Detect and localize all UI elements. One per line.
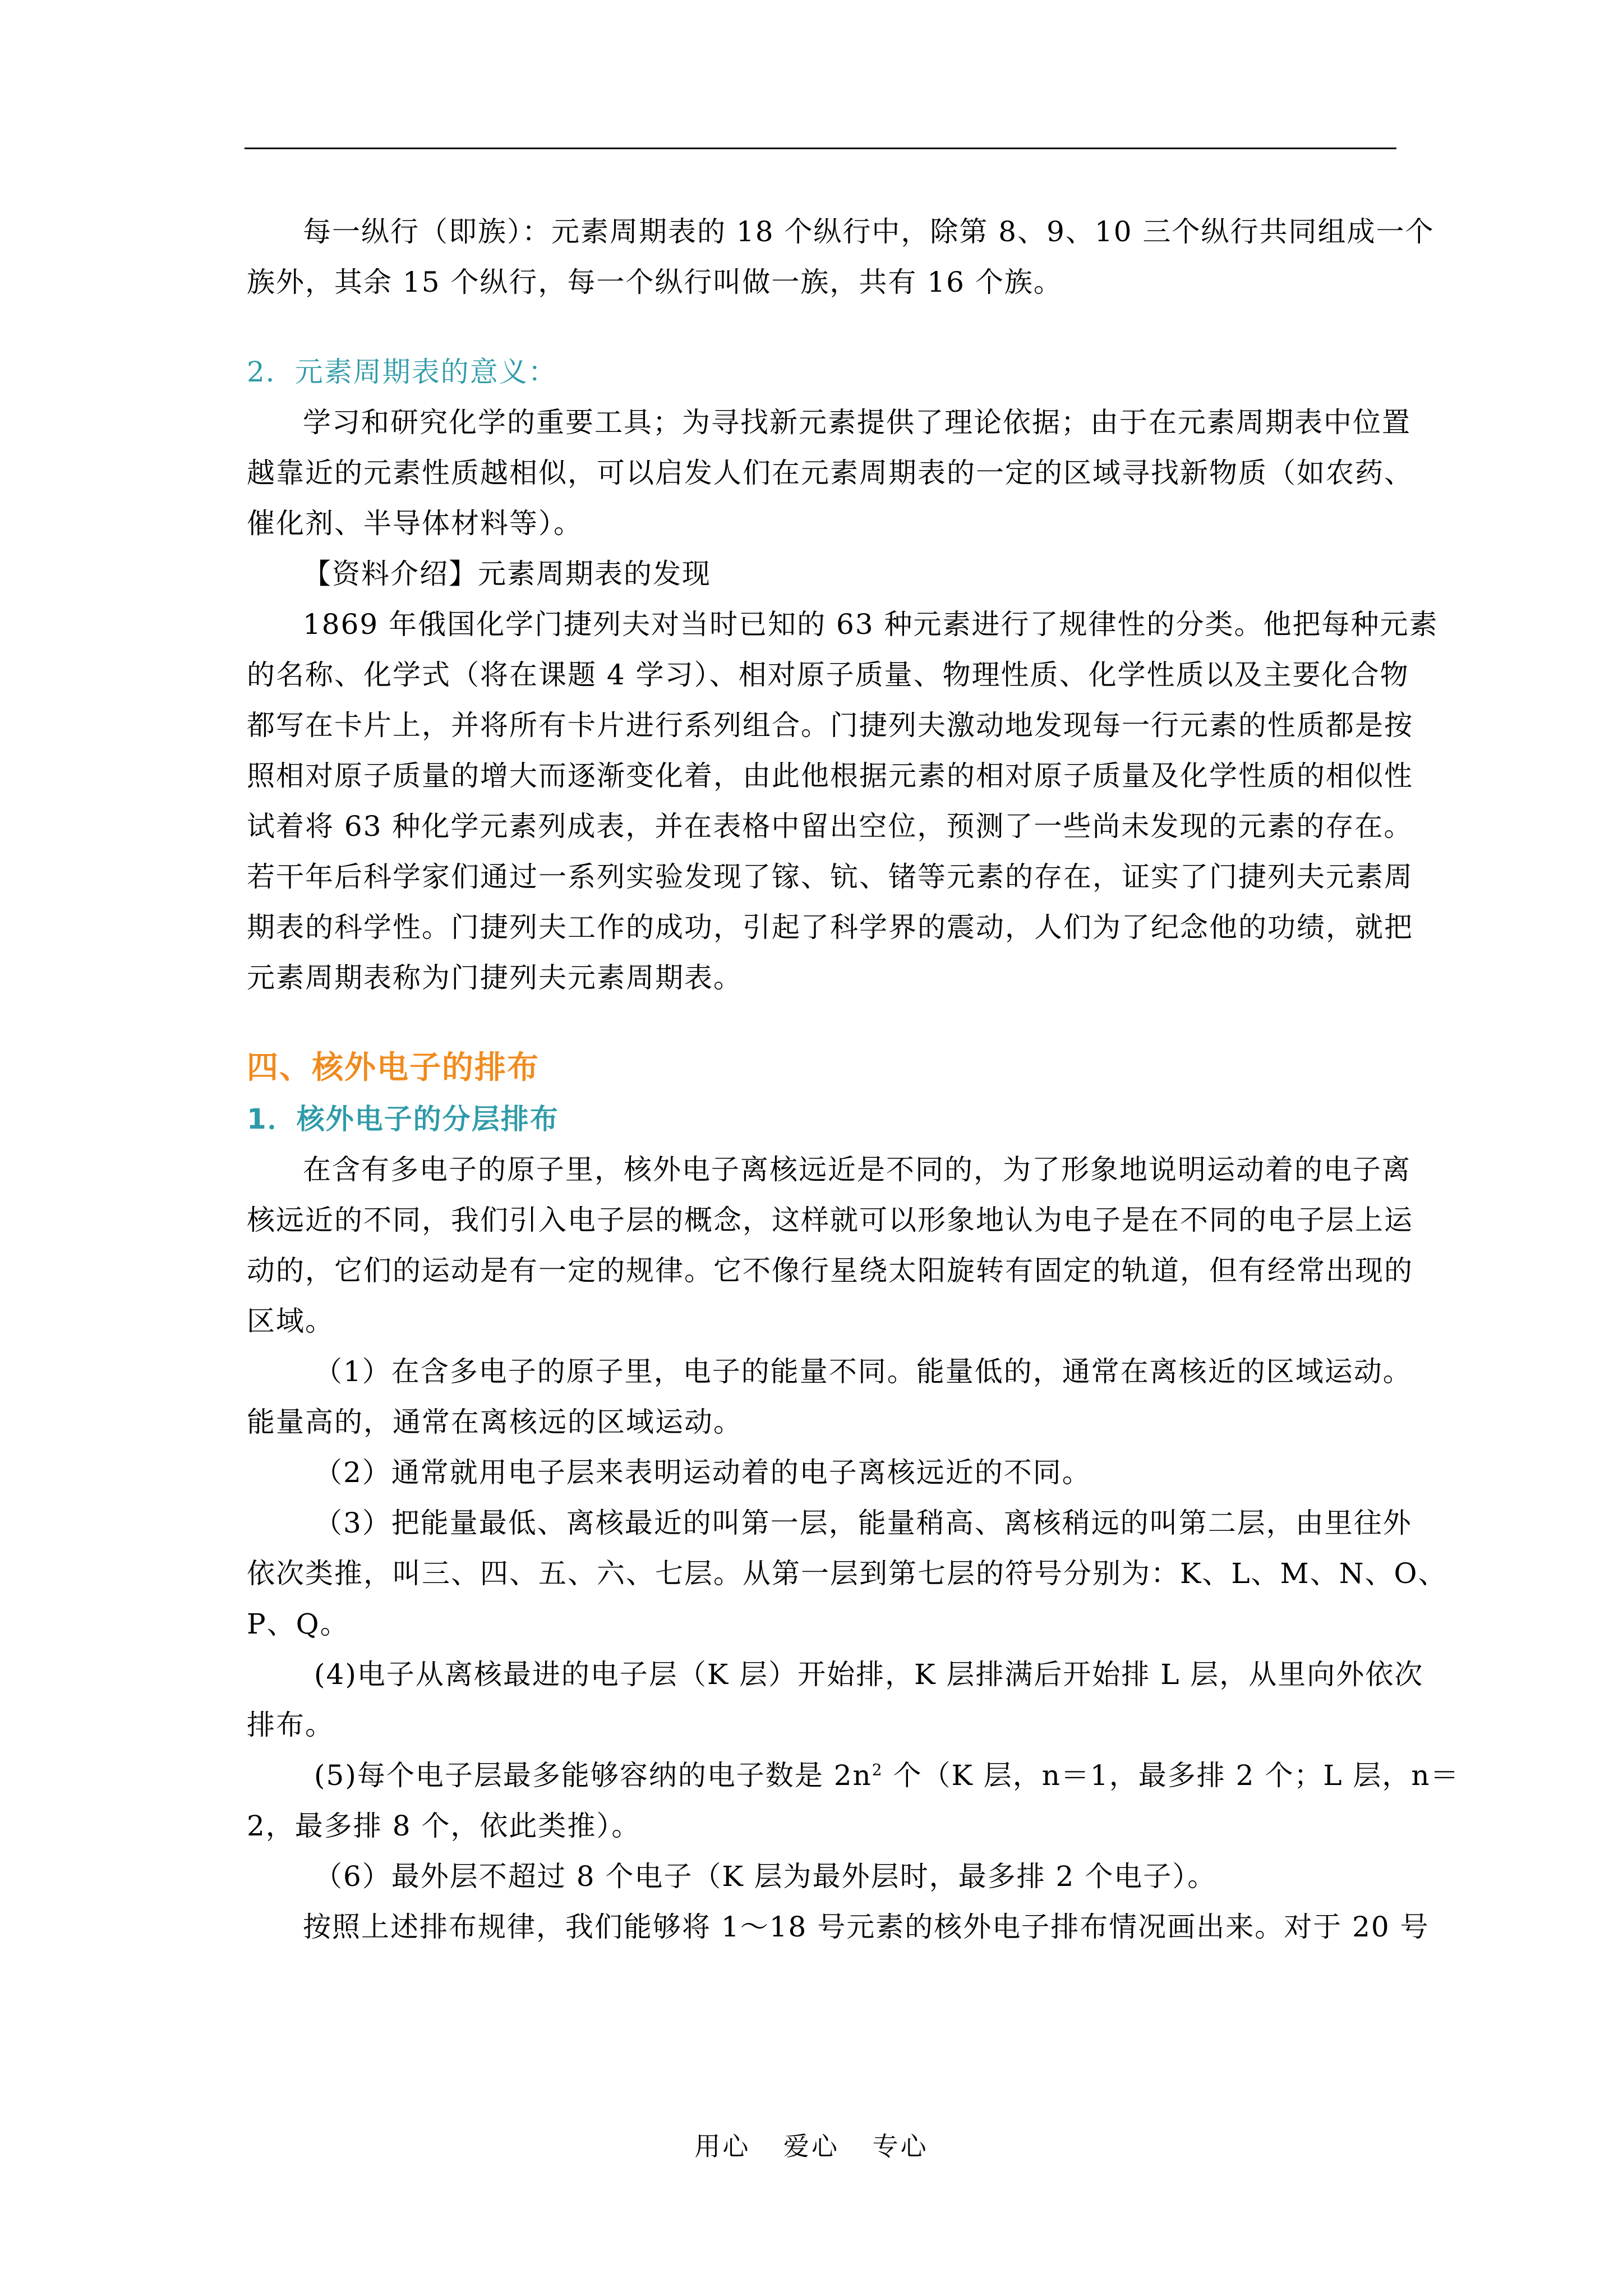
paragraph-zu-line: 每一纵行（即族）：元素周期表的 18 个纵行中，除第 8、9、10 三个纵行共同组成一个: [303, 215, 1435, 248]
heading-significance: 2．元素周期表的意义：: [247, 356, 557, 388]
info-box-title: 【资料介绍】元素周期表的发现: [303, 558, 711, 590]
rule-3-line: 依次类推，叫三、四、五、六、七层。从第一层到第七层的符号分别为：K、L、M、N、O、: [247, 1557, 1447, 1590]
paragraph-zu-line: 族外，其余 15 个纵行，每一个纵行叫做一族，共有 16 个族。: [247, 266, 1063, 298]
rule-5-text-a: (5)每个电子层最多能够容纳的电子数是 2n: [314, 1759, 872, 1792]
rule-1-line: 能量高的，通常在离核远的区域运动。: [247, 1406, 743, 1438]
paragraph-discovery-line: 期表的科学性。门捷列夫工作的成功，引起了科学界的震动，人们为了纪念他的功绩，就把: [247, 911, 1413, 944]
paragraph-discovery-line: 1869 年俄国化学门捷列夫对当时已知的 63 种元素进行了规律性的分类。他把每种元素: [303, 608, 1438, 641]
paragraph-discovery-line: 的名称、化学式（将在课题 4 学习）、相对原子质量、物理性质、化学性质以及主要化合物: [247, 659, 1409, 691]
paragraph-discovery-line: 若干年后科学家们通过一系列实验发现了镓、钪、锗等元素的存在，证实了门捷列夫元素周: [247, 861, 1413, 893]
paragraph-intro-line: 在含有多电子的原子里，核外电子离核远近是不同的，为了形象地说明运动着的电子离: [303, 1153, 1411, 1186]
paragraph-significance-line: 催化剂、半导体材料等）。: [247, 507, 583, 540]
rule-4-line: 排布。: [247, 1709, 334, 1741]
paragraph-last-line: 按照上述排布规律，我们能够将 1～18 号元素的核外电子排布情况画出来。对于 20 号: [303, 1911, 1430, 1943]
rule-4-line: (4)电子从离核最进的电子层（K 层）开始排，K 层排满后开始排 L 层，从里向外依次: [314, 1658, 1424, 1691]
page-content: [247, 206, 1460, 1952]
rule-5-text-b: 个（K 层，n＝1，最多排 2 个；L 层，n＝: [883, 1759, 1460, 1792]
paragraph-discovery-line: 都写在卡片上，并将所有卡片进行系列组合。门捷列夫激动地发现每一行元素的性质都是按: [247, 709, 1413, 742]
paragraph-intro-line: 核远近的不同，我们引入电子层的概念，这样就可以形象地认为电子是在不同的电子层上运: [247, 1204, 1413, 1236]
paragraph-discovery-line: 元素周期表称为门捷列夫元素周期表。: [247, 961, 743, 994]
paragraph-intro-line: 区域。: [247, 1305, 334, 1337]
rule-3-line: （3）把能量最低、离核最近的叫第一层，能量稍高、离核稍远的叫第二层，由里往外: [314, 1507, 1412, 1539]
rule-3-line: P、Q。: [247, 1608, 349, 1640]
rule-5-line: 2，最多排 8 个，依此类推）。: [247, 1810, 641, 1842]
paragraph-intro-line: 动的，它们的运动是有一定的规律。它不像行星绕太阳旋转有固定的轨道，但有经常出现的: [247, 1254, 1413, 1287]
paragraph-significance-line: 学习和研究化学的重要工具；为寻找新元素提供了理论依据；由于在元素周期表中位置: [303, 406, 1411, 439]
page-footer: 用心 爱心 专心: [694, 2131, 929, 2161]
paragraph-discovery-line: 照相对原子质量的增大而逐渐变化着，由此他根据元素的相对原子质量及化学性质的相似性: [247, 760, 1413, 792]
rule-5-superscript: 2: [872, 1760, 883, 1779]
paragraph-discovery-line: 试着将 63 种化学元素列成表，并在表格中留出空位，预测了一些尚未发现的元素的存在。: [247, 810, 1413, 843]
rule-2-line: （2）通常就用电子层来表明运动着的电子离核远近的不同。: [314, 1456, 1091, 1489]
rule-6-line: （6）最外层不超过 8 个电子（K 层为最外层时，最多排 2 个电子）。: [314, 1860, 1217, 1893]
section-heading: 四、核外电子的排布: [247, 1050, 540, 1086]
subsection-heading: 1．核外电子的分层排布: [247, 1103, 559, 1135]
header-rule: [245, 148, 1396, 149]
rule-5-line: [247, 1750, 1460, 1801]
paragraph-significance-line: 越靠近的元素性质越相似，可以启发人们在元素周期表的一定的区域寻找新物质（如农药、: [247, 457, 1413, 489]
rule-1-line: （1）在含多电子的原子里，电子的能量不同。能量低的，通常在离核近的区域运动。: [314, 1355, 1412, 1388]
